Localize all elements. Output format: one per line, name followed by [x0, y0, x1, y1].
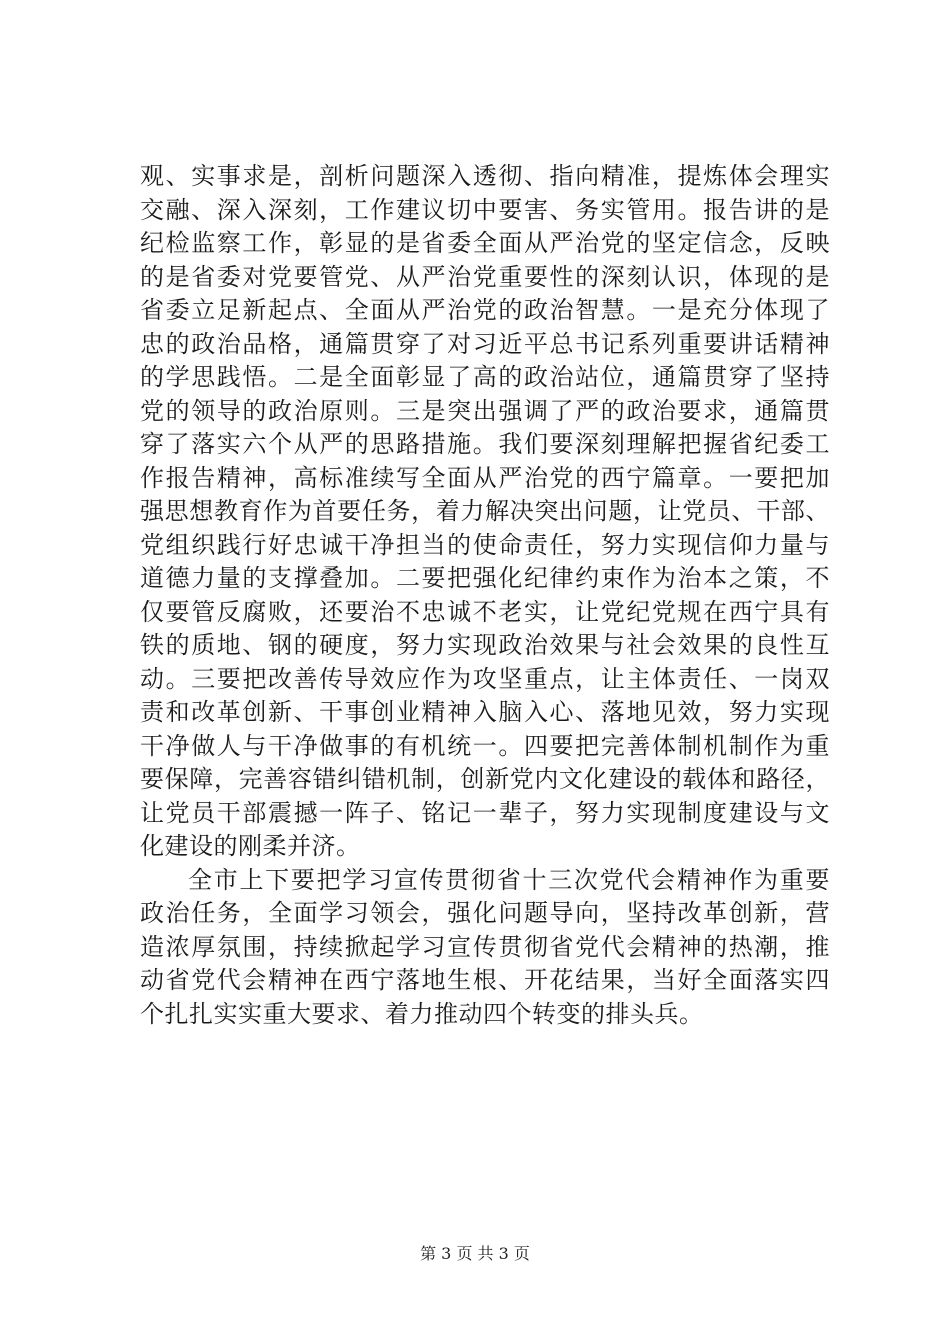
- text-line: 造浓厚氛围，持续掀起学习宣传贯彻省党代会精神的热潮，推: [140, 932, 830, 961]
- text-line: 政治任务，全面学习领会，强化问题导向，坚持改革创新，营: [140, 899, 830, 927]
- page-footer: 第 3 页 共 3 页: [420, 1244, 530, 1263]
- text-line: 忠的政治品格，通篇贯穿了对习近平总书记系列重要讲话精神: [140, 329, 830, 358]
- text-line: 观、实事求是，剖析问题深入透彻、指向精准，提炼体会理实: [140, 162, 830, 190]
- text-line: 责和改革创新、干事创业精神入脑入心、落地见效，努力实现: [140, 698, 830, 726]
- text-line: 穿了落实六个从严的思路措施。我们要深刻理解把握省纪委工: [140, 430, 830, 458]
- text-line: 交融、深入深刻，工作建议切中要害、务实管用。报告讲的是: [140, 195, 830, 224]
- text-line: 化建设的刚柔并济。: [140, 832, 361, 860]
- text-line: 省委立足新起点、全面从严治党的政治智慧。一是充分体现了: [140, 296, 830, 324]
- text-line: 道德力量的支撑叠加。二要把强化纪律约束作为治本之策，不: [140, 564, 830, 592]
- text-line: 党组织践行好忠诚干净担当的使命责任，努力实现信仰力量与: [140, 530, 830, 559]
- text-line: 的是省委对党要管党、从严治党重要性的深刻认识，体现的是: [140, 262, 830, 291]
- paragraph: [140, 864, 830, 1032]
- paragraph: [140, 160, 830, 864]
- text-line: 作报告精神，高标准续写全面从严治党的西宁篇章。一要把加: [140, 463, 830, 492]
- text-line: 动。三要把改善传导效应作为攻坚重点，让主体责任、一岗双: [140, 664, 830, 693]
- text-line: 仅要管反腐败，还要治不忠诚不老实，让党纪党规在西宁具有: [140, 597, 830, 626]
- text-line: 强思想教育作为首要任务，着力解决突出问题，让党员、干部、: [140, 497, 830, 525]
- text-line: 全市上下要把学习宣传贯彻省十三次党代会精神作为重要: [188, 865, 830, 894]
- text-line: 铁的质地、钢的硬度，努力实现政治效果与社会效果的良性互: [140, 631, 830, 659]
- text-line: 干净做人与干净做事的有机统一。四要把完善体制机制作为重: [140, 731, 830, 760]
- text-line: 让党员干部震撼一阵子、铭记一辈子，努力实现制度建设与文: [140, 798, 830, 827]
- text-line: 的学思践悟。二是全面彰显了高的政治站位，通篇贯穿了坚持: [140, 363, 830, 391]
- text-line: 党的领导的政治原则。三是突出强调了严的政治要求，通篇贯: [140, 396, 830, 425]
- text-line: 个扎扎实实重大要求、着力推动四个转变的排头兵。: [140, 999, 704, 1028]
- text-line: 要保障，完善容错纠错机制，创新党内文化建设的载体和路径，: [140, 765, 830, 793]
- text-line: 动省党代会精神在西宁落地生根、开花结果，当好全面落实四: [140, 966, 830, 994]
- text-line: 纪检监察工作，彰显的是省委全面从严治党的坚定信念，反映: [140, 229, 830, 257]
- document-body: [140, 160, 830, 1031]
